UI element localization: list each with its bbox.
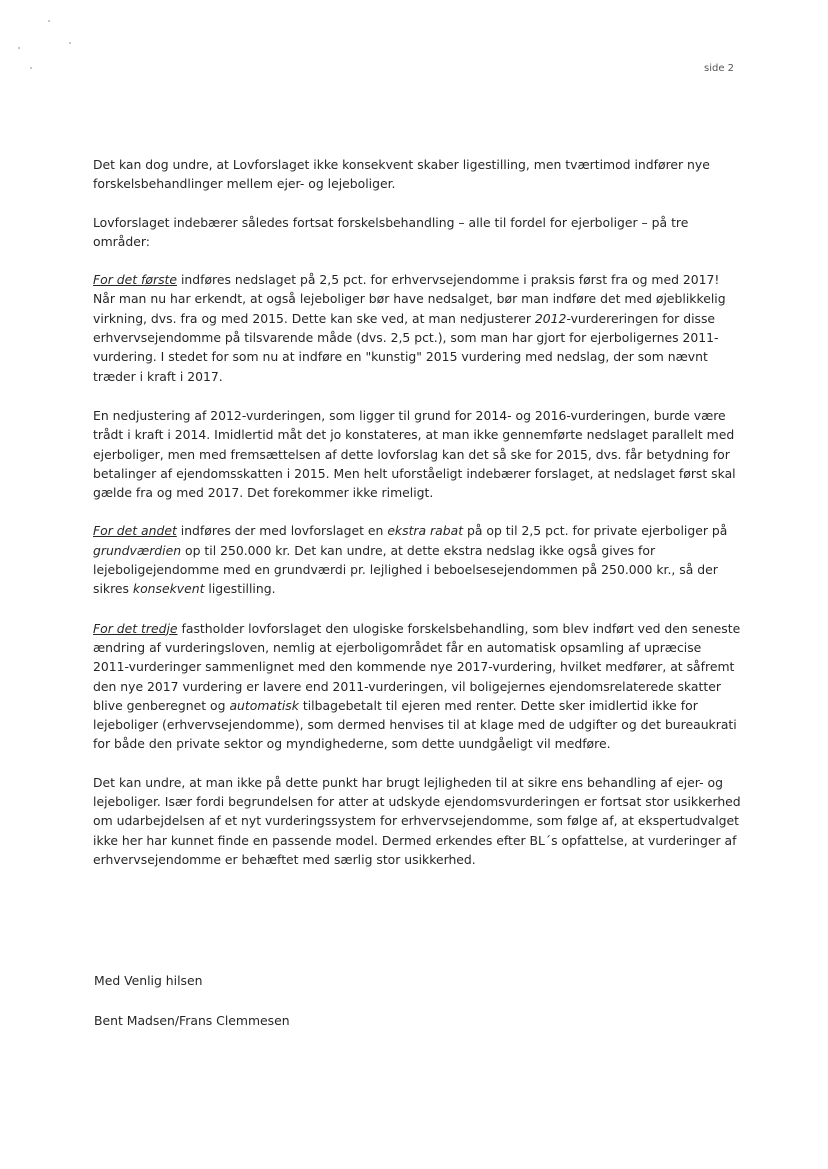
paragraph-third-point bbox=[93, 619, 741, 754]
paragraph-nedjustering: En nedjustering af 2012-vurderingen, som ligger til grund for 2014- og 2016-vurderingen, burde være trådt i kraft i 2014. Imidlertid måt det jo konstateres, at man ikke gennemførte nedslaget parallelt med ejerboliger, men med fremsættelsen af dette lovforslag kan det så ske for 2015, dvs. får betydning for betalinger af ejendomsskatten i 2015. Men helt uforståeligt indebærer forslaget, at nedslaget først skal gælde fra og med 2017. Det forekommer ikke rimeligt. bbox=[93, 407, 736, 501]
scan-speck bbox=[48, 20, 50, 22]
third-point-text-2: tilbagebetalt til ejeren med renter. Dette sker imidlertid ikke for lejeboliger (erhvervsejendomme), som dermed henvises til at klage med de udgifter og det bureaukrati for både den private sektor og myndighederne, som dette uundgåeligt vil medføre. bbox=[93, 697, 737, 752]
page-number: side 2 bbox=[704, 63, 735, 74]
first-point-emphasis: 2012 bbox=[534, 310, 567, 326]
first-point-text-1: indføres nedslaget på 2,5 pct. for erhvervsejendomme i praksis først fra og med 2017! Når man nu har erkendt, at også lejeboliger bør have nedsalget, bør man indføre det med øjeblikkelig virkning, dvs. fra og med 2015. Dette kan ske ved, at man nedjusterer bbox=[93, 272, 726, 326]
second-point-text-1: indføres der med lovforslaget en bbox=[176, 523, 388, 539]
first-point-lead: For det første bbox=[93, 272, 177, 288]
second-point-text-3: op til 250.000 kr. Det kan undre, at dette ekstra nedslag ikke også gives for lejeboligejendomme med en grundværdi pr. lejlighed i beboelsesejendommen på 250.000 kr., så der sikres bbox=[93, 542, 718, 597]
first-point-text-2: -vurdereringen for disse erhvervsejendomme på tilsvarende måde (dvs. 2,5 pct.), som man har gjort for ejerboligernes 2011-vurdering. I stedet for som nu at indføre en "kunstig" 2015 vurdering med nedslag, der som nævnt træder i kraft i 2017. bbox=[93, 310, 719, 384]
paragraph-second-point bbox=[93, 521, 741, 598]
third-point-lead: For det tredje bbox=[93, 620, 178, 636]
third-point-emphasis: automatisk bbox=[229, 697, 299, 713]
closing-greeting: Med Venlig hilsen bbox=[94, 973, 203, 988]
second-point-emphasis-3: konsekvent bbox=[132, 581, 205, 597]
second-point-emphasis-2: grundværdien bbox=[93, 542, 182, 558]
second-point-lead: For det andet bbox=[93, 523, 177, 539]
paragraph-conclusion: Det kan undre, at man ikke på dette punkt har brugt lejligheden til at sikre ens behandling af ejer- og lejeboliger. Især fordi begrundelsen for atter at udskyde ejendomsvurderingen er fortsat stor usikkerhed om udarbejdelsen af et nyt vurderingssystem for erhvervsejendomme, som følge af, at ekspertudvalget ikke her har kunnet finde en passende model. Dermed erkendes efter BL´s opfattelse, at vurderinger af erhvervsejendomme er behæftet med særlig stor usikkerhed. bbox=[93, 774, 741, 867]
letter-body bbox=[93, 155, 741, 869]
paragraph-three-areas: Lovforslaget indebærer således fortsat forskelsbehandling – alle til fordel for ejerboliger – på tre områder: bbox=[93, 214, 689, 249]
second-point-text-4: ligestilling. bbox=[204, 581, 276, 597]
signature-names: Bent Madsen/Frans Clemmesen bbox=[94, 1013, 290, 1028]
paragraph-intro: Det kan dog undre, at Lovforslaget ikke konsekvent skaber ligestilling, men tværtimod indfører nye forskelsbehandlinger mellem ejer- og lejeboliger. bbox=[93, 157, 710, 192]
scan-speck bbox=[69, 42, 71, 44]
scan-speck bbox=[30, 67, 32, 69]
scan-speck bbox=[18, 47, 20, 49]
second-point-emphasis-1: ekstra rabat bbox=[387, 523, 464, 539]
paragraph-first-point bbox=[93, 270, 741, 386]
second-point-text-2: på op til 2,5 pct. for private ejerboliger på bbox=[463, 523, 728, 539]
third-point-text-1: fastholder lovforslaget den ulogiske forskelsbehandling, som blev indført ved den seneste ændring af vurderingsloven, nemlig at ejerboligområdet får en automatisk opsamling af upræcise 2011-vurderinger sammenlignet med den kommende nye 2017-vurdering, hvilket medfører, at såfremt den nye 2017 vurdering er lavere end 2011-vurderingen, vil boligejernes ejendomsrelaterede skatter blive genberegnet og bbox=[93, 620, 741, 713]
